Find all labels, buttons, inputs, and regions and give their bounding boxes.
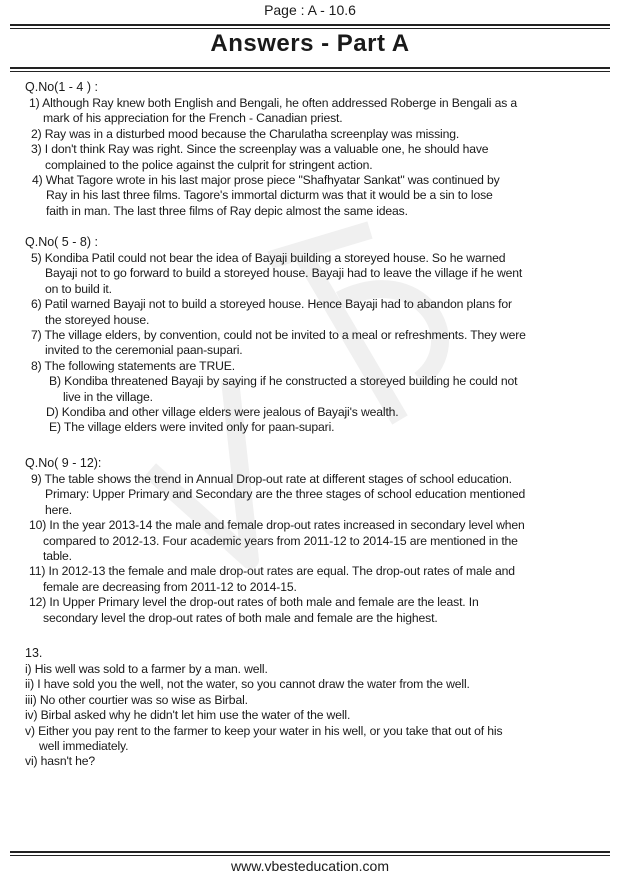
answer-line: well immediately. (39, 738, 129, 753)
answer-item (25, 693, 605, 708)
answer-line: Primary: Upper Primary and Secondary are the three stages of school education mentioned (45, 487, 526, 502)
answer-line: ii) I have sold you the well, not the water, so you cannot draw the water from the well. (25, 677, 470, 692)
answer-line: 11) In 2012-13 the female and male drop-out rates are equal. The drop-out rates of male and (29, 564, 515, 579)
section-title: Q.No( 9 - 12): (25, 456, 102, 470)
answer-item (25, 297, 605, 328)
answer-line: 5) Kondiba Patil could not bear the idea of Bayaji building a storeyed house. So he warned (31, 251, 506, 265)
answer-item (25, 708, 605, 723)
answer-item (25, 595, 605, 626)
answer-item (25, 564, 605, 595)
answer-line: 10) In the year 2013-14 the male and female drop-out rates increased in secondary level when (29, 518, 525, 533)
page-number: Page : A - 10.6 (264, 2, 356, 18)
answer-line: 12) In Upper Primary level the drop-out rates of both male and female are the least. In (29, 595, 479, 610)
footer-rule (10, 851, 610, 853)
answer-item (25, 518, 605, 564)
footer-url: www.vbesteducation.com (231, 858, 389, 874)
answer-line: 6) Patil warned Bayaji not to build a storeyed house. Hence Bayaji had to abandon plans for (31, 297, 512, 312)
answer-item (25, 359, 605, 374)
footer-rule (10, 855, 610, 856)
answer-item (25, 420, 605, 435)
header-rule (10, 28, 610, 29)
answer-line: iv) Birbal asked why he didn't let him use the water of the well. (25, 708, 351, 723)
answer-item (25, 677, 605, 692)
answer-item (25, 142, 605, 173)
answer-line: Bayaji not to go forward to build a storeyed house. Bayaji had to leave the village if he went (45, 266, 523, 281)
answer-line: 8) The following statements are TRUE. (31, 358, 235, 373)
answer-line: B) Kondiba threatened Bayaji by saying if he constructed a storeyed building he could not (49, 374, 518, 389)
answer-line: 2) Ray was in a disturbed mood because the Charulatha screenplay was missing. (31, 126, 460, 141)
answer-line: mark of his appreciation for the French - Canadian priest. (43, 111, 343, 126)
answer-line: live in the village. (63, 389, 153, 404)
answer-item (25, 173, 605, 219)
title-rule (10, 67, 610, 69)
answer-line: Ray in his last three films. Tagore's immortal dicturm was that it would be a sin to lose (46, 188, 493, 203)
answer-line: 1) Although Ray knew both English and Bengali, he often addressed Roberge in Bengali as a (29, 96, 518, 110)
answer-line: D) Kondiba and other village elders were jealous of Bayaji's wealth. (46, 404, 399, 419)
answer-line: 9) The table shows the trend in Annual Drop-out rate at different stages of school education. (31, 472, 512, 486)
answer-item (25, 472, 605, 518)
answer-line: 7) The village elders, by convention, could not be invited to a meal or refreshments. They were (31, 327, 526, 342)
answer-line: compared to 2012-13. Four academic years from 2011-12 to 2014-15 are mentioned in the (43, 533, 518, 548)
answer-line: on to build it. (45, 281, 112, 296)
answer-line: faith in man. The last three films of Ray depic almost the same ideas. (46, 203, 408, 218)
answer-line: the storeyed house. (45, 312, 150, 327)
answer-line: female are decreasing from 2011-12 to 2014-15. (43, 579, 297, 594)
answer-item (25, 724, 605, 755)
answer-item (25, 405, 605, 420)
section-title: Q.No(1 - 4 ) : (25, 80, 98, 94)
section-title: Q.No( 5 - 8) : (25, 235, 98, 249)
answer-line: 3) I don't think Ray was right. Since the screenplay was a valuable one, he should have (31, 142, 489, 157)
answer-item (25, 662, 605, 677)
answer-section (25, 645, 605, 770)
answer-line: secondary level the drop-out rates of both male and female are the highest. (43, 610, 438, 625)
answer-item (25, 754, 605, 769)
answer-section (25, 234, 605, 436)
answer-line: 4) What Tagore wrote in his last major prose piece "Shafhyatar Sankat" was continued by (32, 172, 500, 187)
answer-line: v) Either you pay rent to the farmer to keep your water in his well, or you take that out of his (25, 723, 503, 738)
section-title: 13. (25, 646, 43, 660)
header-rule (10, 24, 610, 26)
answer-line: E) The village elders were invited only for paan-supari. (49, 420, 335, 435)
page-title: Answers - Part A (210, 30, 410, 57)
answer-item (25, 96, 605, 127)
answer-line: iii) No other courtier was so wise as Birbal. (25, 692, 248, 707)
answer-line: here. (45, 502, 73, 517)
answer-item (25, 328, 605, 359)
answer-line: table. (43, 548, 72, 563)
title-rule (10, 71, 610, 72)
answer-item (25, 374, 605, 405)
answer-section (25, 79, 605, 219)
answer-line: invited to the ceremonial paan-supari. (45, 343, 243, 358)
answer-line: i) His well was sold to a farmer by a man. well. (25, 662, 268, 676)
answer-item (25, 127, 605, 142)
answer-line: vi) hasn't he? (25, 754, 96, 769)
answer-section (25, 455, 605, 626)
answer-line: complained to the police against the culprit for stringent action. (45, 157, 373, 172)
answer-item (25, 251, 605, 297)
